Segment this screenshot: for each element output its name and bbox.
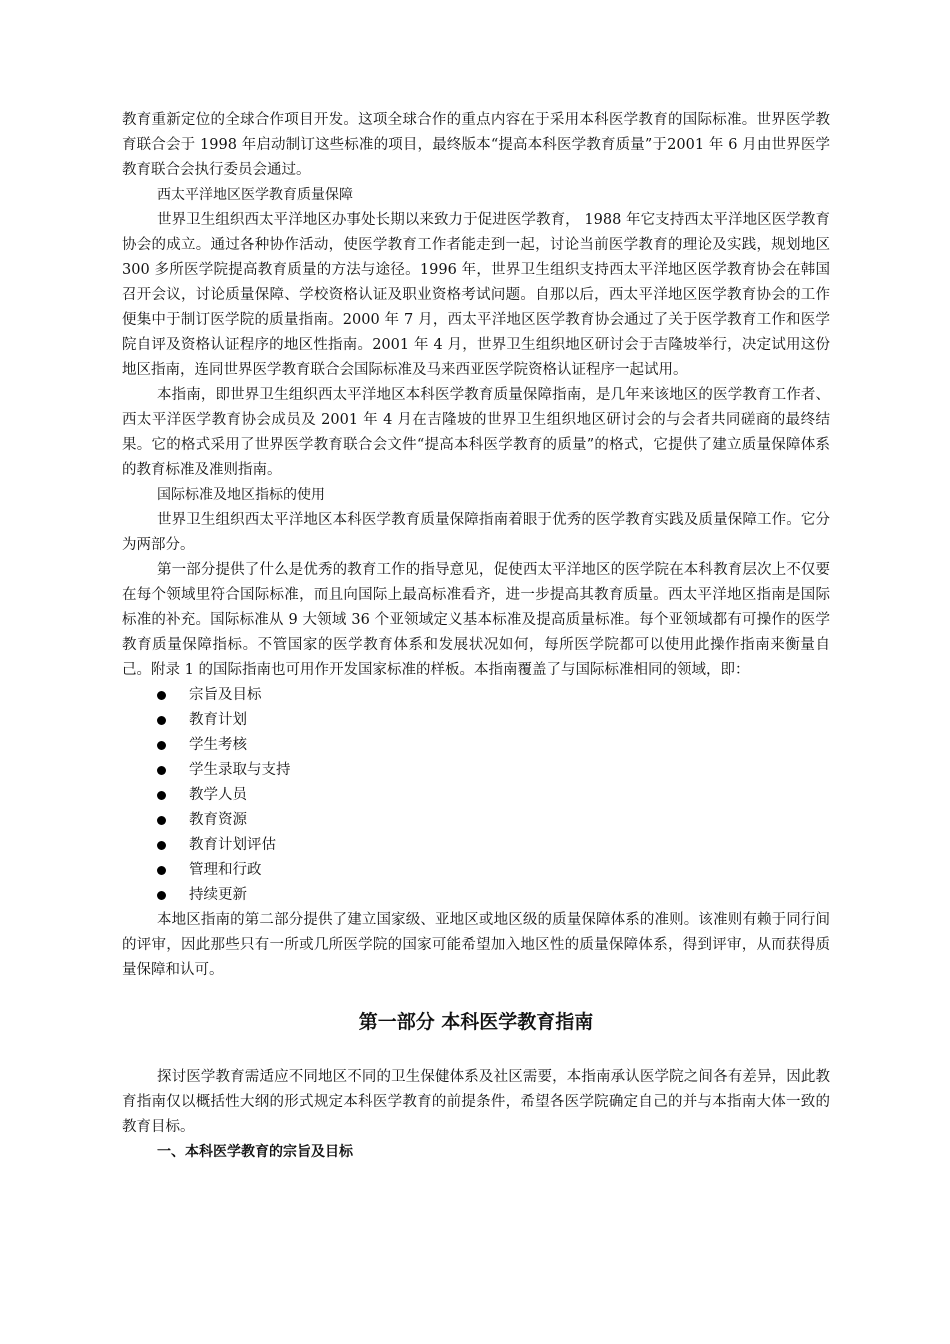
- heading-international-standards-usage: 国际标准及地区指标的使用: [157, 487, 325, 503]
- document-page: [122, 108, 830, 1165]
- list-item: [122, 858, 830, 883]
- bullet-icon: [157, 841, 166, 850]
- list-item: [122, 708, 830, 733]
- list-item-label: 教育计划评估: [189, 837, 276, 853]
- paragraph-guideline-focus: 世界卫生组织西太平洋地区本科医学教育质量保障指南着眼于优秀的医学教育实践及质量保障工作。它分为两部分。: [122, 512, 830, 553]
- paragraph-part-one-intro: 探讨医学教育需适应不同地区不同的卫生保健体系及社区需要，本指南承认医学院之间各有差异，因此教育指南仅以概括性大纲的形式规定本科医学教育的前提条件，希望各医学院确定自己的并与本指南大体一致的教育目标。: [122, 1069, 830, 1135]
- paragraph-guideline-origin: 本指南，即世界卫生组织西太平洋地区本科医学教育质量保障指南，是几年来该地区的医学教育工作者、西太平洋医学教育协会成员及 2001 年 4 月在吉隆坡的世界卫生组织地区研讨会的与会者共同磋商的最终结果。它的格式采用了世界医学教育联合会文件“提高本科医学教育的质量”的格式，它提供了建立质量保障体系的教育标准及准则指南。: [122, 387, 830, 478]
- list-item: [122, 733, 830, 758]
- list-item-label: 教育资源: [189, 812, 247, 828]
- bullet-icon: [157, 891, 166, 900]
- heading-section-one: 一、本科医学教育的宗旨及目标: [157, 1144, 353, 1160]
- list-item-label: 教学人员: [189, 787, 247, 803]
- bullet-icon: [157, 766, 166, 775]
- areas-bullet-list: [122, 683, 830, 908]
- paragraph-part-one-description: 第一部分提供了什么是优秀的教育工作的指导意见，促使西太平洋地区的医学院在本科教育层次上不仅要在每个领域里符合国际标准，而且向国际上最高标准看齐，进一步提高其教育质量。西太平洋地区指南是国际标准的补充。国际标准从 9 大领域 36 个亚领域定义基本标准及提高质量标准。每个亚领域都有可操作的医学教育质量保障指标。不管国家的医学教育体系和发展状况如何，每所医学院都可以使用此操作指南来衡量自己。附录 1 的国际指南也可用作开发国家标准的样板。本指南覆盖了与国际标准相同的领域，即：: [122, 562, 830, 678]
- bullet-icon: [157, 866, 166, 875]
- paragraph-wpro-history: 世界卫生组织西太平洋地区办事处长期以来致力于促进医学教育， 1988 年它支持西太平洋地区医学教育协会的成立。通过各种协作活动，使医学教育工作者能走到一起，讨论当前医学教育的理论及实践，规划地区 300 多所医学院提高教育质量的方法与途径。1996 年，世界卫生组织支持西太平洋地区医学教育协会在韩国召开会议，讨论质量保障、学校资格认证及职业资格考试问题。自那以后，西太平洋地区医学教育协会的工作便集中于制订医学院的质量指南。2000 年 7 月，西太平洋地区医学教育协会通过了关于医学教育工作和医学院自评及资格认证程序的地区性指南。2001 年 4 月，世界卫生组织地区研讨会于吉隆坡举行，决定试用这份地区指南，连同世界医学教育联合会国际标准及马来西亚医学院资格认证程序一起试用。: [122, 212, 830, 378]
- paragraph-global-cooperation: 教育重新定位的全球合作项目开发。这项全球合作的重点内容在于采用本科医学教育的国际标准。世界医学教育联合会于 1998 年启动制订这些标准的项目，最终版本“提高本科医学教育质量”于2001 年 6 月由世界医学教育联合会执行委员会通过。: [122, 112, 830, 178]
- list-item: [122, 783, 830, 808]
- list-item-label: 持续更新: [189, 887, 247, 903]
- bullet-icon: [157, 791, 166, 800]
- bullet-icon: [157, 741, 166, 750]
- bullet-icon: [157, 716, 166, 725]
- list-item-label: 学生录取与支持: [189, 762, 291, 778]
- list-item: [122, 758, 830, 783]
- bullet-icon: [157, 816, 166, 825]
- heading-wpro-quality-assurance: 西太平洋地区医学教育质量保障: [157, 187, 353, 203]
- list-item-label: 管理和行政: [189, 862, 262, 878]
- list-item-label: 学生考核: [189, 737, 247, 753]
- list-item: [122, 808, 830, 833]
- bullet-icon: [157, 691, 166, 700]
- list-item-label: 教育计划: [189, 712, 247, 728]
- part-one-title: 第一部分 本科医学教育指南: [358, 1011, 594, 1033]
- list-item-label: 宗旨及目标: [189, 687, 262, 703]
- list-item: [122, 683, 830, 708]
- list-item: [122, 833, 830, 858]
- paragraph-part-two-description: 本地区指南的第二部分提供了建立国家级、亚地区或地区级的质量保障体系的准则。该准则有赖于同行间的评审，因此那些只有一所或几所医学院的国家可能希望加入地区性的质量保障体系，得到评审，从而获得质量保障和认可。: [122, 912, 830, 978]
- list-item: [122, 883, 830, 908]
